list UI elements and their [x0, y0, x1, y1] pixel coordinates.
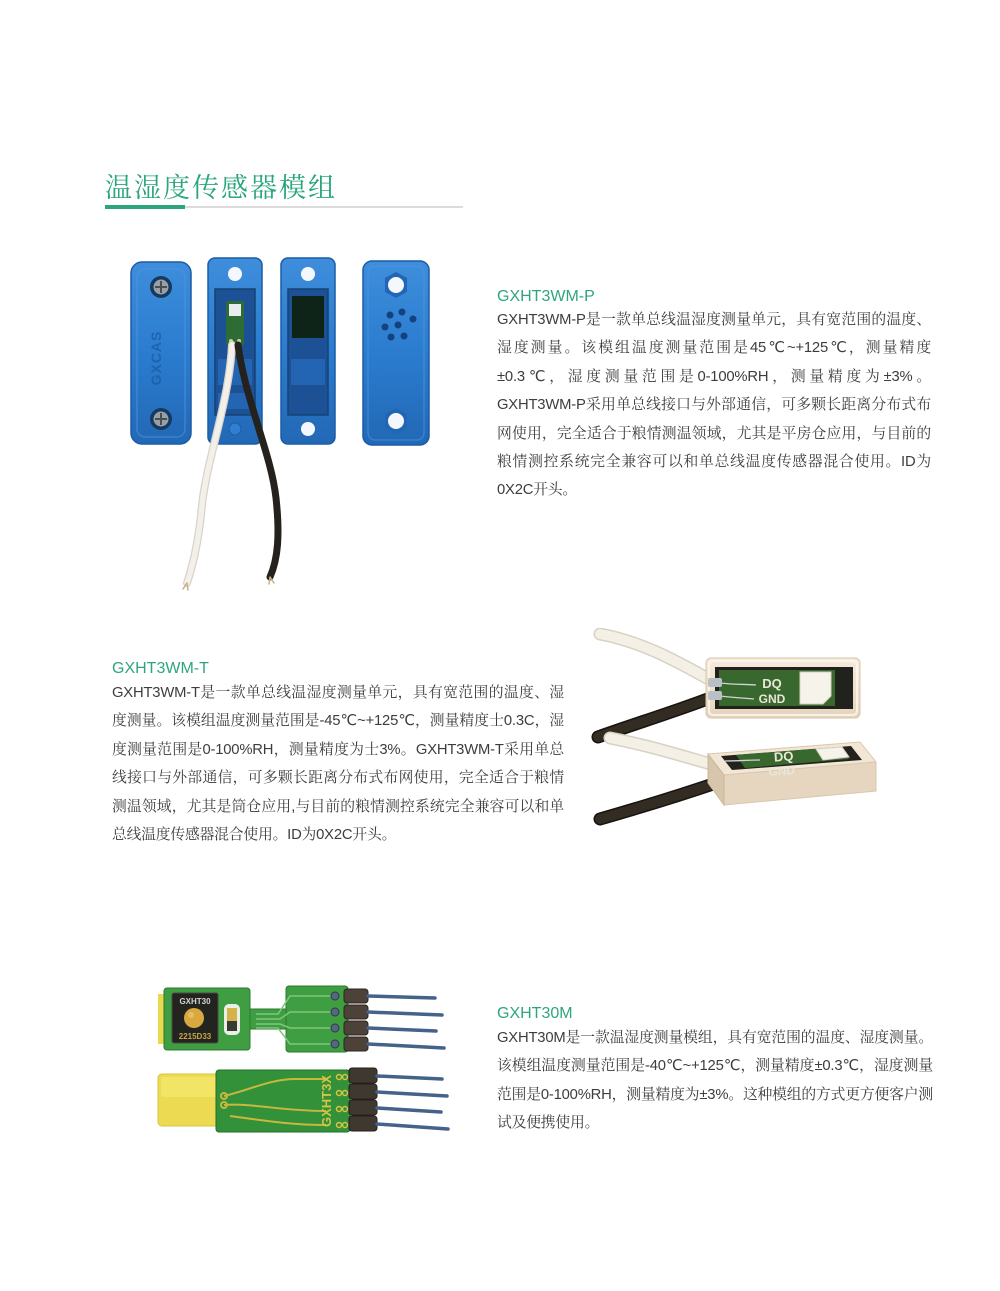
- beige-module-illustration: [588, 628, 948, 843]
- module1-wires: [598, 634, 718, 737]
- pcb-front-pins: [368, 996, 444, 1048]
- product-description-gxht3wm-t: GXHT3WM-T是一款单总线温湿度测量单元，具有宽范围的温度、湿度测量。该模组温度测量范围是-45℃~+125℃，测量精度士0.3C，湿度测量范围是0-100%RH，测量精度为士3%。GXHT3WM-T采用单总线接口与外部通信，可多颗长距离分布式布网使用，完全适合于粮情测温领域，尤其是筒仓应用,与目前的粮情测控系统完全兼容可以和单总线温度传感器混合使用。ID为0X2C开头。: [112, 685, 564, 844]
- chip-part-number: GXHT30: [179, 997, 211, 1006]
- product-image-gxht3wm-p: [105, 253, 445, 591]
- module2-box: [708, 742, 876, 805]
- enclosure-base-empty: [281, 258, 335, 444]
- product-heading-gxht3wm-t: GXHT3WM-T: [112, 660, 209, 677]
- chip-lot-code: 2215D33: [178, 1032, 212, 1041]
- title-underline-track: [185, 206, 463, 208]
- blue-enclosure-illustration: [105, 253, 445, 591]
- pcb-back-silkscreen: GXHT3X: [319, 1074, 334, 1128]
- module1-box: [706, 658, 860, 718]
- product-description-gxht30m: GXHT30M是一款温湿度测量模组，具有宽范围的温度、湿度测量。该模组温度测量范围是-40℃~+125℃，测量精度±0.3℃，湿度测量范围是0-100%RH，测量精度为±3%。这种模组的方式更方便客户测试及便携使用。: [497, 1030, 933, 1132]
- product-image-gxht3wm-t: [588, 628, 948, 843]
- module1-gnd-label: GND: [758, 692, 786, 706]
- pcb-back-pins: [377, 1076, 448, 1129]
- sensor-lead-wires: [183, 345, 278, 590]
- product-heading-gxht30m: GXHT30M: [497, 1005, 573, 1022]
- pcb-module-illustration: [130, 978, 480, 1143]
- enclosure-cover-front: [131, 262, 191, 444]
- module2-dq-label: DQ: [773, 748, 794, 765]
- title-underline-accent: [105, 205, 185, 209]
- pcb-back-connector: [349, 1068, 377, 1131]
- title-underline: [105, 205, 463, 209]
- product-description-gxht3wm-p: GXHT3WM-P是一款单总线温湿度测量单元，具有宽范围的温度、湿度测量。该模组温度测量范围是45℃~+125℃，测量精度±0.3℃，湿度测量范围是0-100%RH，测量精度为±3%。GXHT3WM-P采用单总线接口与外部通信，可多颗长距离分布式布网使用，完全适合于粮情测温领域，尤其是平房仓应用，与目前的粮情测控系统完全兼容可以和单总线温度传感器混合使用。ID为0X2C开头。: [497, 312, 931, 499]
- module2-gnd-label: GND: [767, 763, 796, 779]
- module1-dq-label: DQ: [762, 676, 782, 691]
- product-image-gxht30m: [130, 978, 480, 1143]
- pcb-front: [158, 986, 444, 1052]
- pcb-back: [158, 1068, 448, 1132]
- enclosure-cover-vented: [363, 261, 429, 445]
- page-title: 温湿度传感器模组: [105, 173, 337, 203]
- module2-wires: [600, 738, 722, 819]
- product-heading-gxht3wm-p: GXHT3WM-P: [497, 288, 595, 305]
- enclosure-brand-text: GXCAS: [148, 330, 164, 386]
